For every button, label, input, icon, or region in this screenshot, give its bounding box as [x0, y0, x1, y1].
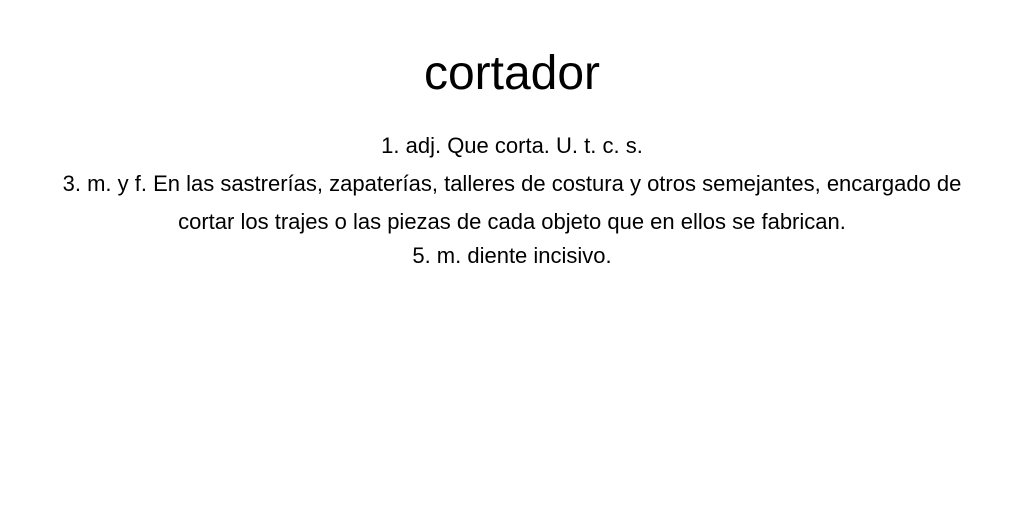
definition-item: 1. adj. Que corta. U. t. c. s. — [381, 133, 643, 158]
definition-item: 5. m. diente incisivo. — [412, 243, 612, 268]
definition-list — [62, 127, 962, 271]
entry-word: cortador — [423, 47, 601, 100]
definition-item: 3. m. y f. En las sastrerías, zapaterías, talleres de costura y otros semejantes, encargado de cortar los trajes o las piezas de cada objeto que en ellos se fabrican. — [62, 171, 962, 234]
